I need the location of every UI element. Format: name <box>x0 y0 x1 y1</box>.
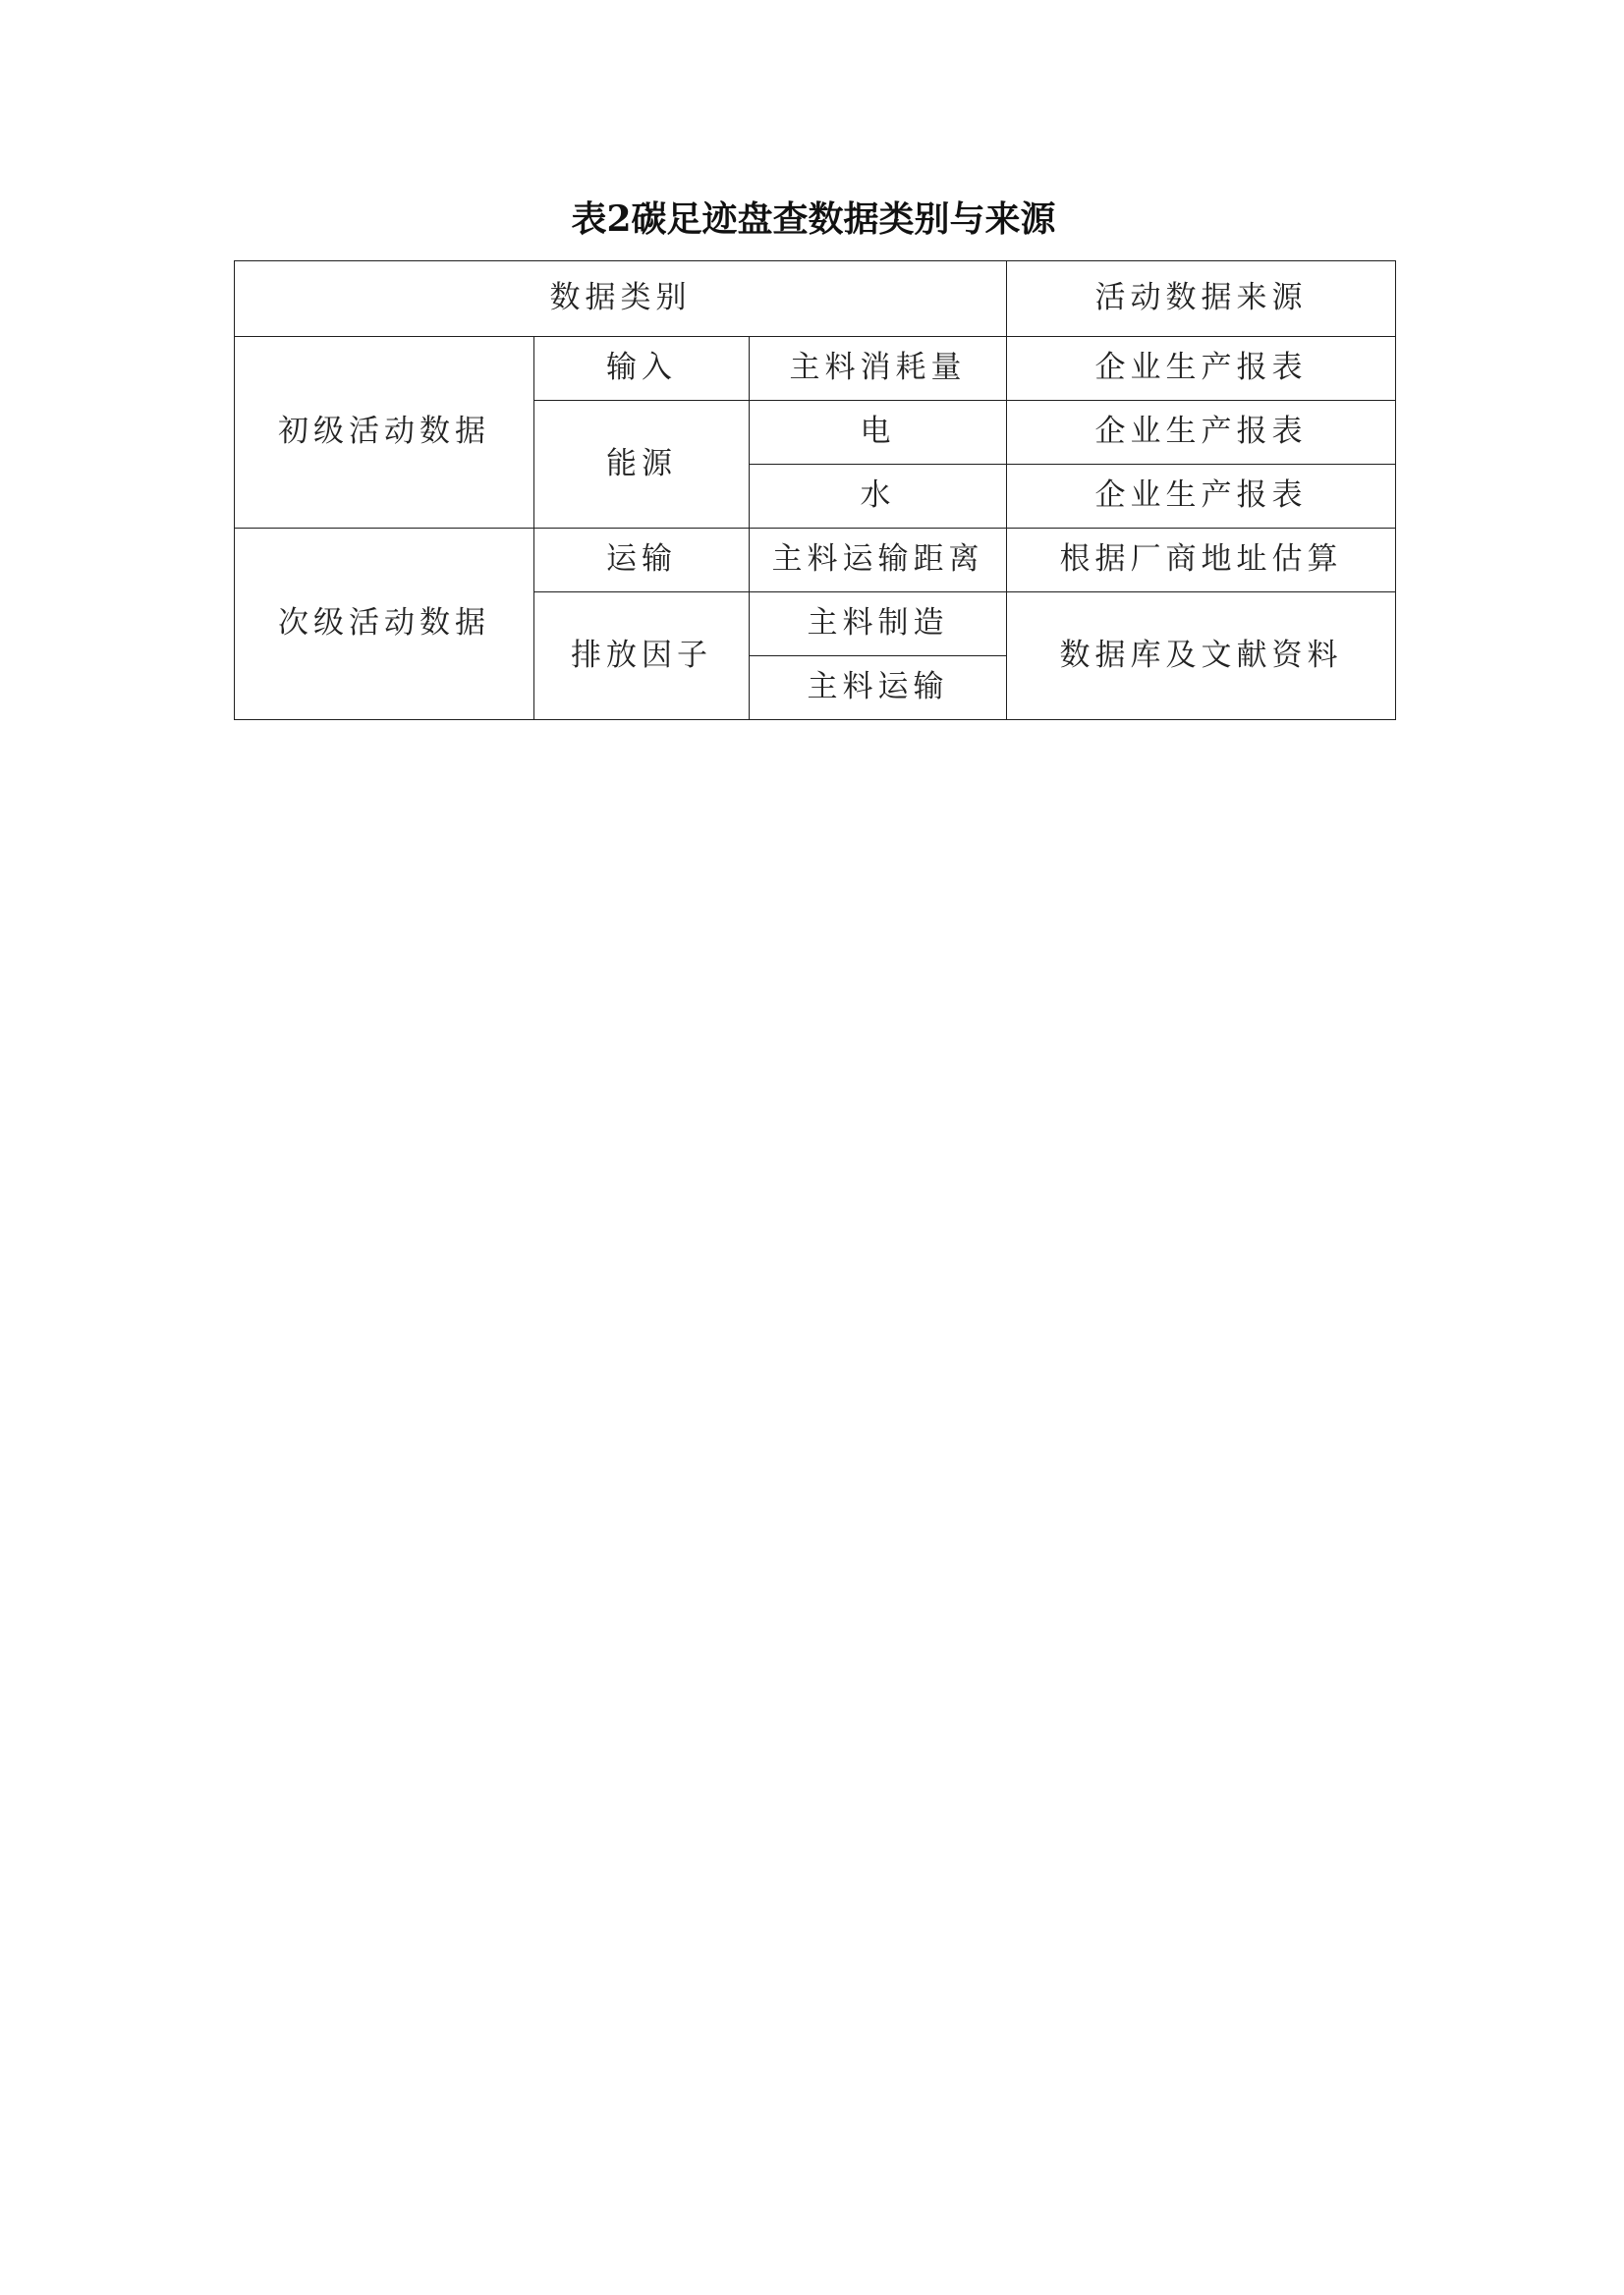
item-cell: 水 <box>750 465 1007 529</box>
source-cell: 企业生产报表 <box>1007 337 1396 401</box>
header-category-cell: 数据类别 <box>235 261 1007 337</box>
table-title: 表2碳足迹盘查数据类别与来源 <box>571 198 1056 240</box>
item-cell: 主料消耗量 <box>750 337 1007 401</box>
carbon-footprint-data-table <box>234 260 1396 720</box>
item-cell: 主料运输距离 <box>750 529 1007 592</box>
table-header-row <box>235 261 1396 337</box>
subgroup-cell-input: 输入 <box>534 337 750 401</box>
subgroup-cell-emission-factor: 排放因子 <box>534 592 750 720</box>
header-source-cell: 活动数据来源 <box>1007 261 1396 337</box>
source-cell: 企业生产报表 <box>1007 465 1396 529</box>
item-cell: 电 <box>750 401 1007 465</box>
level-cell-primary: 初级活动数据 <box>235 337 534 529</box>
source-cell-shared: 数据库及文献资料 <box>1007 592 1396 720</box>
subgroup-cell-energy: 能源 <box>534 401 750 529</box>
item-cell: 主料制造 <box>750 592 1007 656</box>
item-cell: 主料运输 <box>750 656 1007 720</box>
source-cell: 根据厂商地址估算 <box>1007 529 1396 592</box>
source-cell: 企业生产报表 <box>1007 401 1396 465</box>
level-cell-secondary: 次级活动数据 <box>235 529 534 720</box>
table-row <box>235 529 1396 592</box>
subgroup-cell-transport: 运输 <box>534 529 750 592</box>
table-row <box>235 337 1396 401</box>
